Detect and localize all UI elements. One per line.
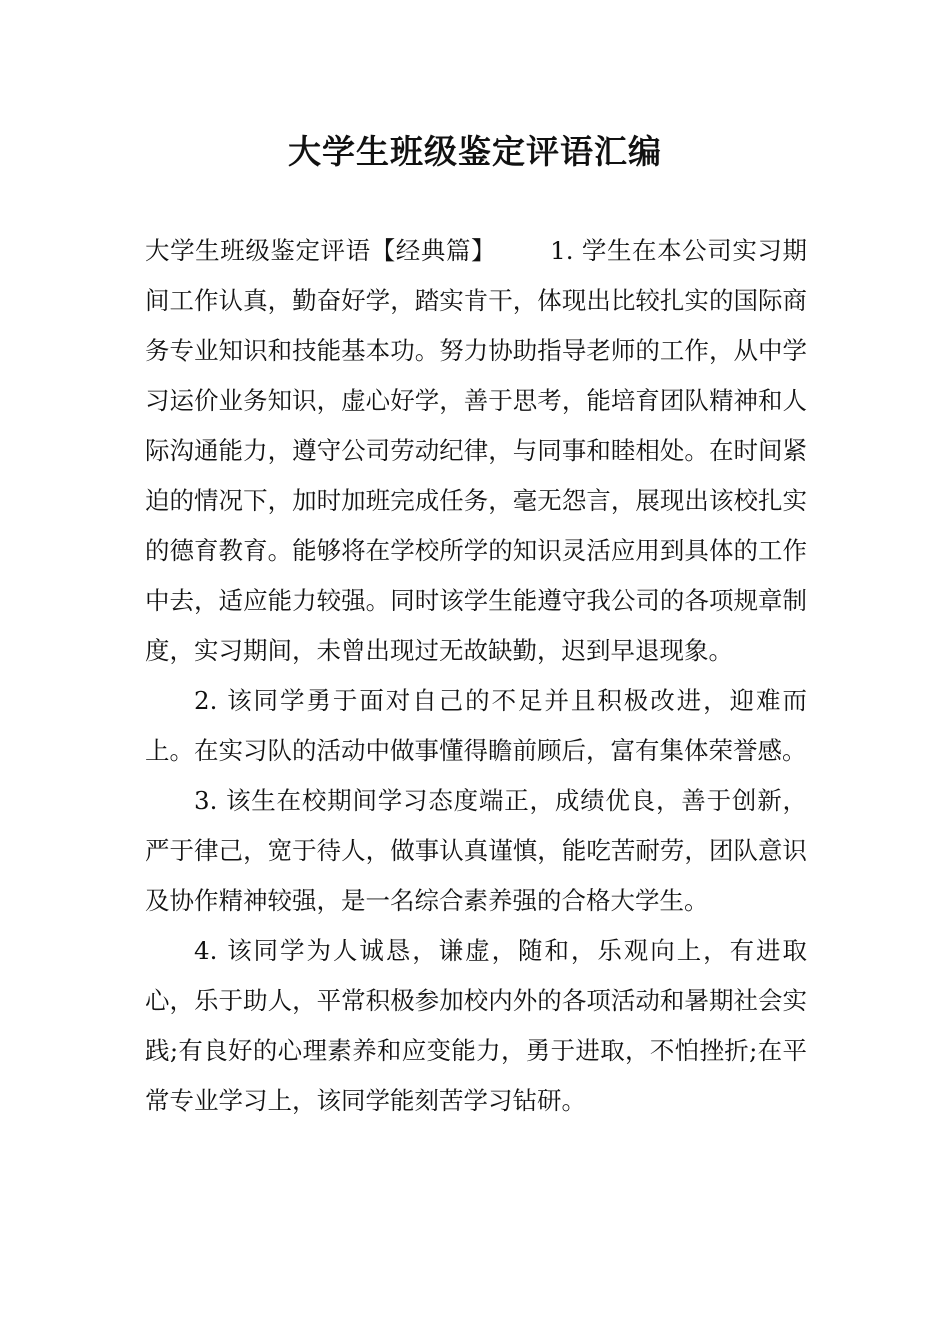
section-heading: 大学生班级鉴定评语【经典篇】 <box>145 236 497 265</box>
paragraph-3: 3. 该生在校期间学习态度端正，成绩优良，善于创新，严于律己，宽于待人，做事认真谨慎，能吃苦耐劳，团队意识及协作精神较强，是一名综合素养强的合格大学生。 <box>145 786 807 915</box>
paragraph-4: 4. 该同学为人诚恳，谦虚，随和，乐观向上，有进取心，乐于助人，平常积极参加校内外的各项活动和暑期社会实践;有良好的心理素养和应变能力，勇于进取，不怕挫折;在平常专业学习上，该同学能刻苦学习钻研。 <box>145 936 807 1115</box>
paragraph-1-text: 1. 学生在本公司实习期间工作认真，勤奋好学，踏实肯干，体现出比较扎实的国际商务专业知识和技能基本功。努力协助指导老师的工作，从中学习运价业务知识，虚心好学，善于思考，能培育团队精神和人际沟通能力，遵守公司劳动纪律，与同事和睦相处。在时间紧迫的情况下，加时加班完成任务，毫无怨言，展现出该校扎实的德育教育。能够将在学校所学的知识灵活应用到具体的工作中去，适应能力较强。同时该学生能遵守我公司的各项规章制度，实习期间，未曾出现过无故缺勤，迟到早退现象。 <box>145 236 808 665</box>
paragraph-2: 2. 该同学勇于面对自己的不足并且积极改进，迎难而上。在实习队的活动中做事懂得瞻前顾后，富有集体荣誉感。 <box>145 686 807 765</box>
paragraph-1 <box>145 226 807 676</box>
document-body <box>145 226 807 1126</box>
document-title: 大学生班级鉴定评语汇编 <box>288 132 662 171</box>
